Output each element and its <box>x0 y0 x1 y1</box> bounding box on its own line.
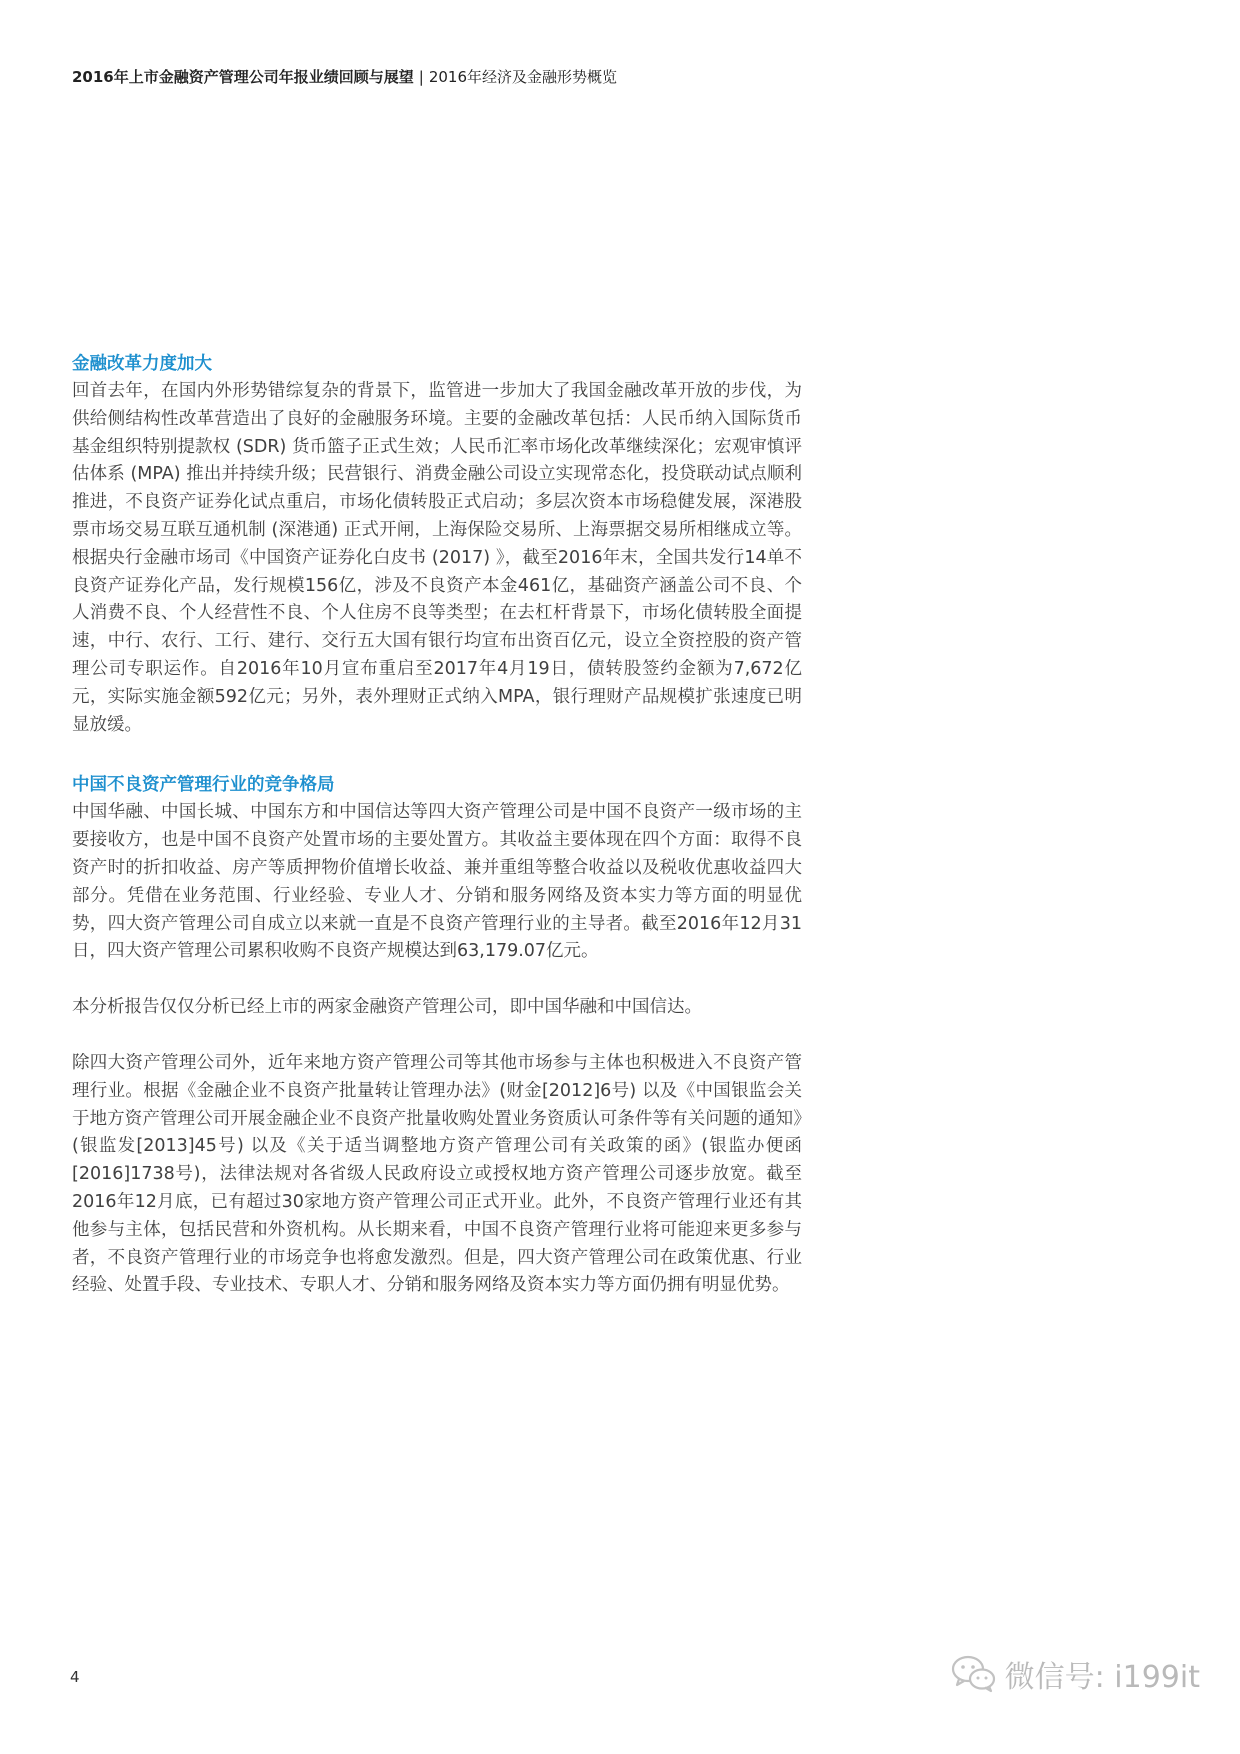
watermark-text: 微信号: i199it <box>1004 1660 1200 1695</box>
main-content <box>72 350 802 1300</box>
paragraph: 回首去年，在国内外形势错综复杂的背景下，监管进一步加大了我国金融改革开放的步伐，为供给侧结构性改革营造出了良好的金融服务环境。主要的金融改革包括：人民币纳入国际货币基金组织特别提款权 (SDR) 货币篮子正式生效；人民币汇率市场化改革继续深化；宏观审慎评估体系 (MPA) 推出并持续升级；民营银行、消费金融公司设立实现常态化，投贷联动试点顺利推进，不良资产证券化试点重启，市场化债转股正式启动；多层次资本市场稳健发展，深港股票市场交易互联互通机制 (深港通) 正式开闸，上海保险交易所、上海票据交易所相继成立等。根据央行金融市场司《中国资产证券化白皮书 (2017) 》，截至2016年末，全国共发行14单不良资产证券化产品，发行规模156亿，涉及不良资产本金461亿，基础资产涵盖公司不良、个人消费不良、个人经营性不良、个人住房不良等类型；在去杠杆背景下，市场化债转股全面提速，中行、农行、工行、建行、交行五大国有银行均宣布出资百亿元，设立全资控股的资产管理公司专职运作。自2016年10月宣布重启至2017年4月19日，债转股签约金额为7,672亿元，实际实施金额592亿元；另外，表外理财正式纳入MPA，银行理财产品规模扩张速度已明显放缓。 <box>72 381 802 735</box>
paragraph: 除四大资产管理公司外，近年来地方资产管理公司等其他市场参与主体也积极进入不良资产管理行业。根据《金融企业不良资产批量转让管理办法》(财金[2012]6号) 以及《中国银监会关于地方资产管理公司开展金融企业不良资产批量收购处置业务资质认可条件等有关问题的通知》(银监发[2013]45号) 以及《关于适当调整地方资产管理公司有关政策的函》(银监办便函[2016]1738号)，法律法规对各省级人民政府设立或授权地方资产管理公司逐步放宽。截至2016年12月底，已有超过30家地方资产管理公司正式开业。此外，不良资产管理行业还有其他参与主体，包括民营和外资机构。从长期来看，中国不良资产管理行业将可能迎来更多参与者，不良资产管理行业的市场竞争也将愈发激烈。但是，四大资产管理公司在政策优惠、行业经验、处置手段、专业技术、专职人才、分销和服务网络及资本实力等方面仍拥有明显优势。 <box>72 1052 802 1296</box>
paragraph: 中国华融、中国长城、中国东方和中国信达等四大资产管理公司是中国不良资产一级市场的主要接收方，也是中国不良资产处置市场的主要处置方。其收益主要体现在四个方面：取得不良资产时的折扣收益、房产等质押物价值增长收益、兼并重组等整合收益以及税收优惠收益四大部分。凭借在业务范围、行业经验、专业人才、分销和服务网络及资本实力等方面的明显优势，四大资产管理公司自成立以来就一直是不良资产管理行业的主导者。截至2016年12月31日，四大资产管理公司累积收购不良资产规模达到63,179.07亿元。 <box>72 802 802 962</box>
section-heading: 中国不良资产管理行业的竞争格局 <box>72 775 335 796</box>
page-number: 4 <box>70 1668 80 1686</box>
watermark <box>951 1652 1200 1696</box>
wechat-icon <box>951 1654 997 1694</box>
chapter-title: 2016年经济及金融形势概览 <box>428 68 618 86</box>
section-heading: 金融改革力度加大 <box>72 354 212 374</box>
report-title: 2016年上市金融资产管理公司年报业绩回顾与展望 <box>72 68 414 86</box>
header-separator: | <box>418 68 424 86</box>
running-header <box>72 66 617 87</box>
section-competition-landscape <box>72 771 802 1300</box>
paragraph: 本分析报告仅仅分析已经上市的两家金融资产管理公司，即中国华融和中国信达。 <box>72 997 702 1018</box>
section-financial-reform <box>72 350 802 739</box>
